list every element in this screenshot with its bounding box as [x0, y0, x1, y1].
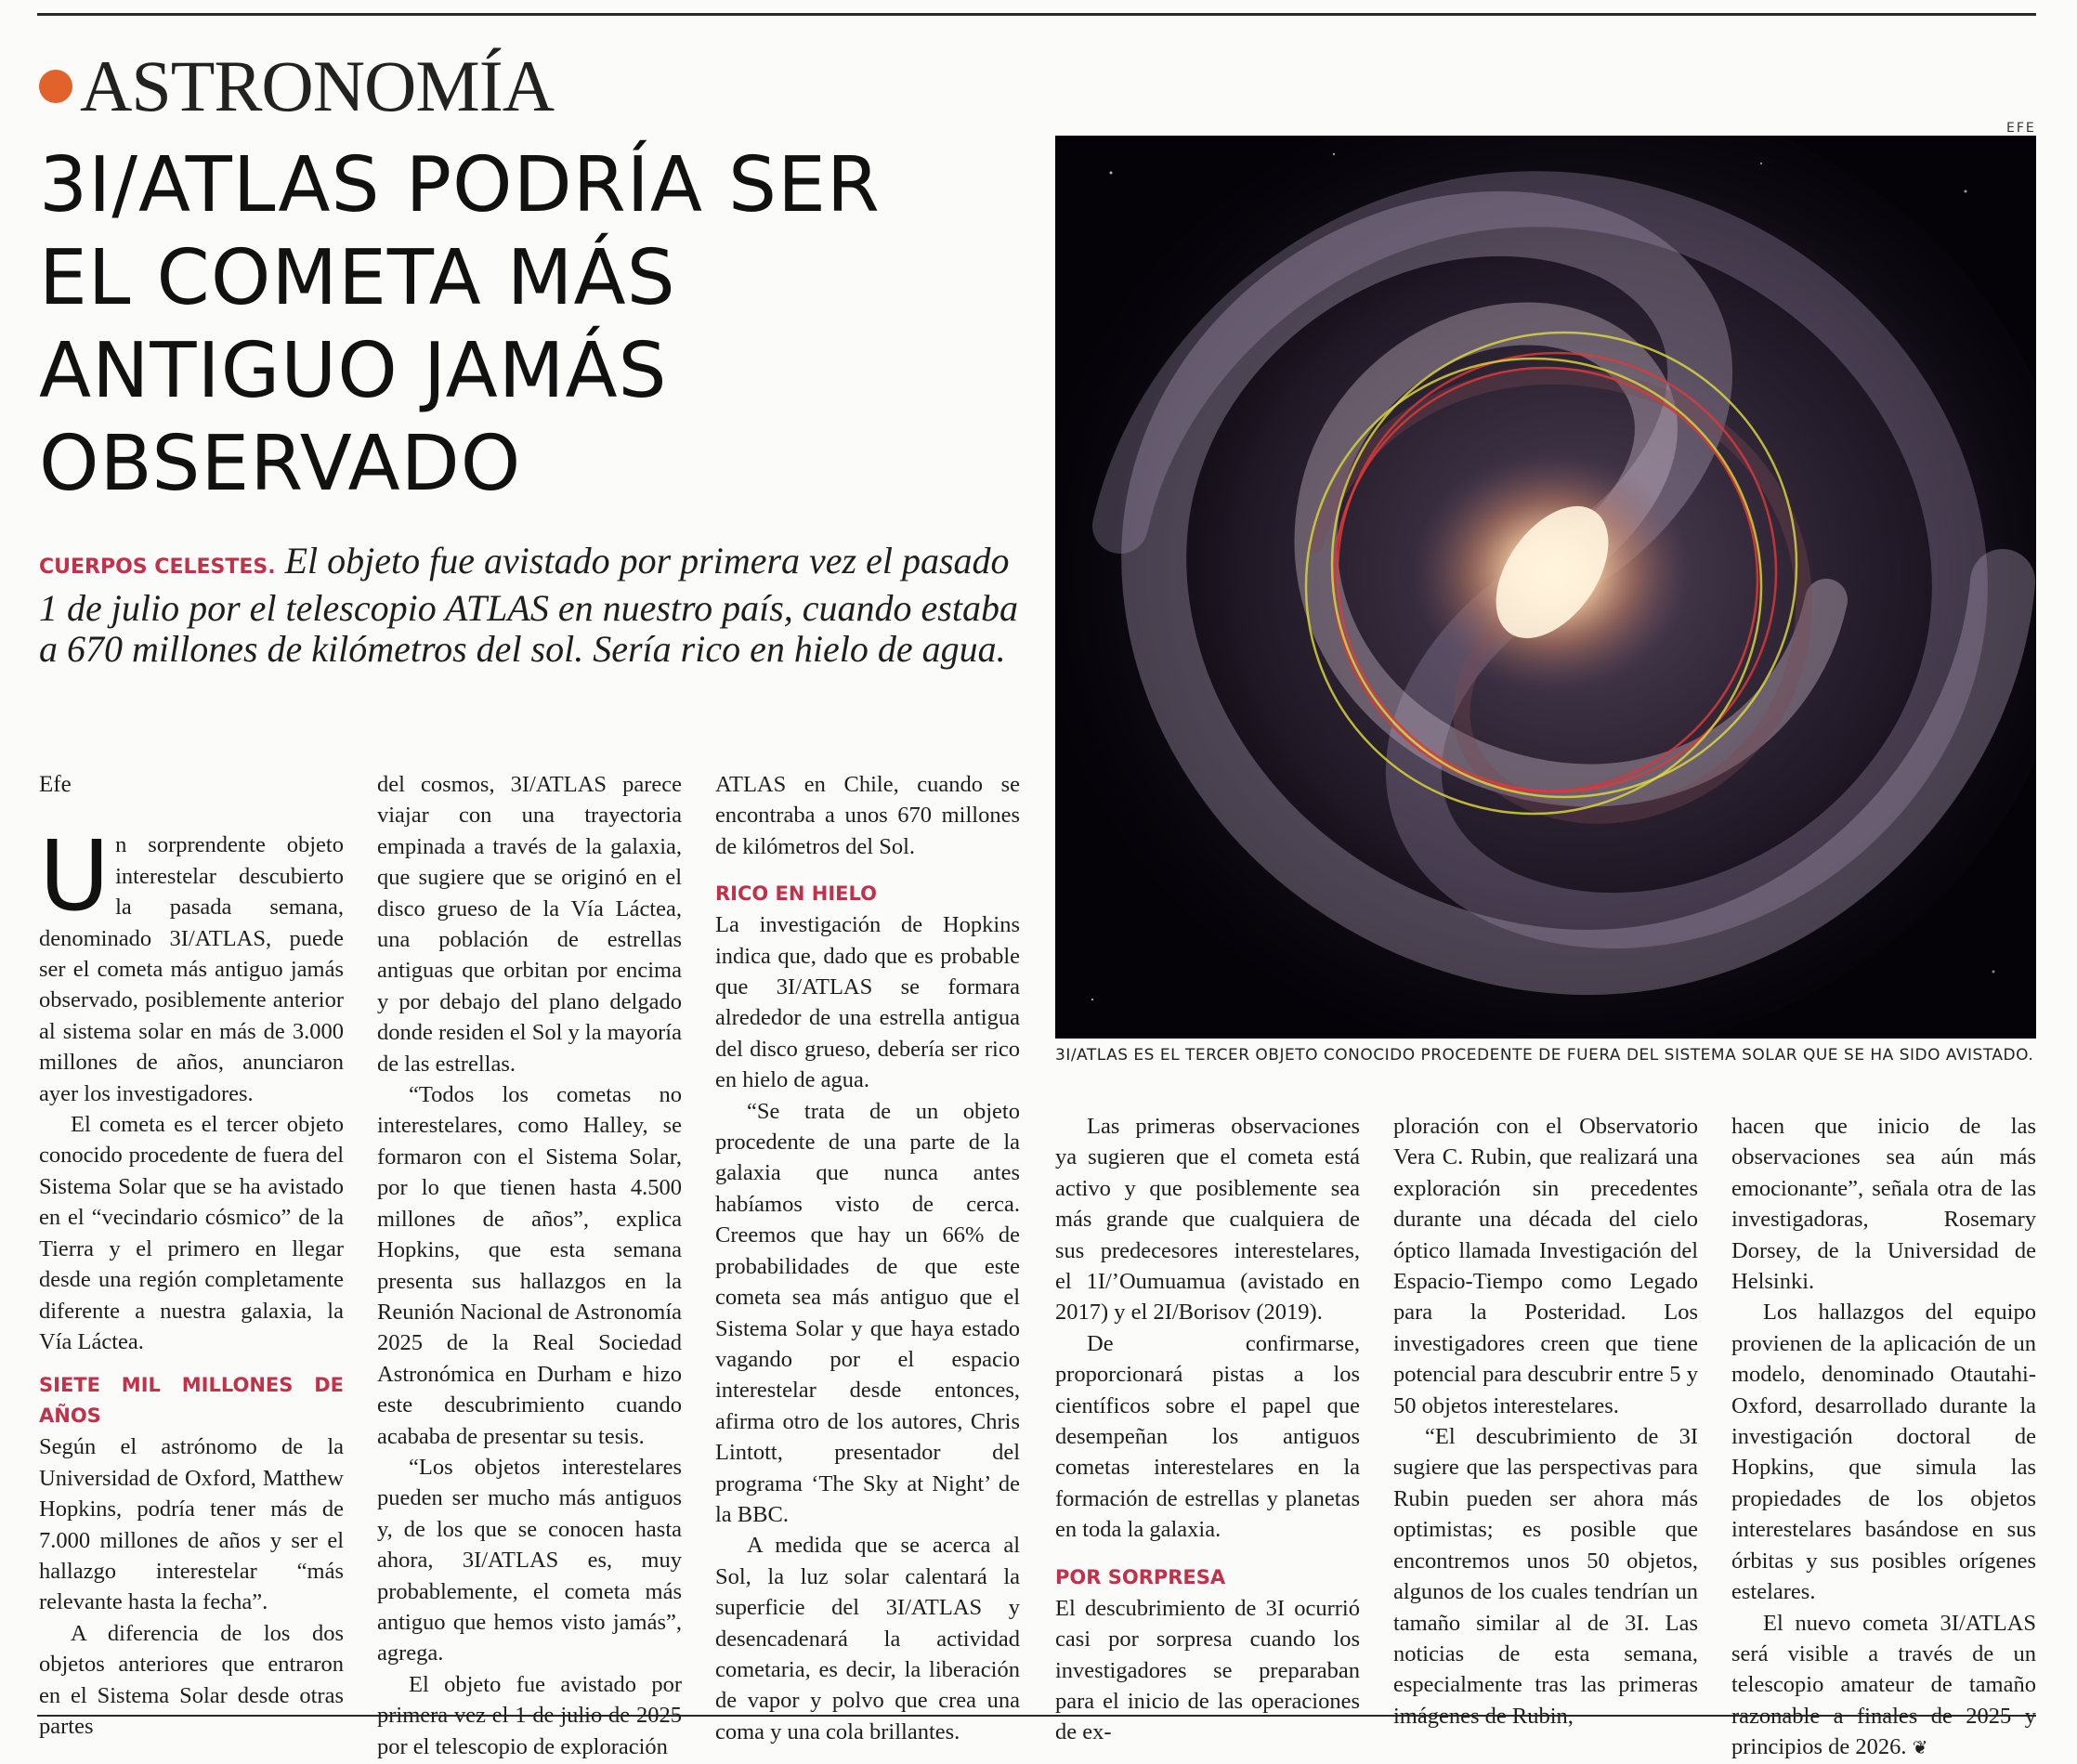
article-paragraph: El cometa es el tercer objeto conocido procedente de fuera del Sistema Solar que se ha avistado en el “vecindario cósmico” de la Tierra y el primero en llegar desde una región completamente diferente a nuestra galaxia, la Vía Láctea. — [39, 1112, 344, 1354]
headline — [39, 139, 1024, 511]
article-paragraph: Según el astrónomo de la Universidad de Oxford, Matthew Hopkins, podría tener más de 7.000 millones de años y ser el hallazgo interestelar “más relevante hasta la fecha”. — [39, 1434, 344, 1615]
article-column-3 — [715, 769, 1020, 1747]
byline: Efe — [39, 772, 72, 797]
dek-kicker: CUERPOS CELESTES. — [39, 555, 276, 579]
article-paragraph: “Todos los cometas no interestelares, como Halley, se formaron con el Sistema Solar, por lo que tienen hasta 4.500 millones de años”, explica Hopkins, que esta semana presenta sus hallazgos en la Reunión Nacional de Astronomía 2025 de la Real Sociedad Astronómica en Durham e hizo este descubrimiento cuando acababa de presentar su tesis. — [377, 1082, 682, 1449]
article-column-5 — [1393, 1111, 1698, 1731]
article-paragraph: ploración con el Observatorio Vera C. Rubin, que realizará una exploración sin precedentes durante una década del cielo óptico llamada Investigación del Espacio-Tiempo como Legado para la Posteridad. Los investigadores creen que tiene potencial para descubrir entre 5 y 50 objetos interestelares. — [1393, 1114, 1698, 1418]
section-dot-icon — [39, 70, 72, 103]
headline-line: OBSERVADO — [39, 420, 522, 508]
article-paragraph — [39, 819, 344, 1109]
article-paragraph: De confirmarse, proporcionará pistas a los científicos sobre el papel que desempeñan los antiguos cometas interestelares en la formación de estrellas y planetas en toda la galaxia. — [1055, 1330, 1360, 1543]
standfirst — [39, 541, 1024, 670]
dek-text: El objeto fue avistado por primera vez el pasado 1 de julio por el telescopio ATLAS en nuestro país, cuando estaba a 670 millones de kilómetros del sol. Sería rico en hielo de agua. — [39, 540, 1018, 670]
closing-text: El nuevo cometa 3I/ATLAS será visible a través de un telescopio amateur de tamaño razonable a finales de 2025 y principios de 2026. — [1731, 1610, 2036, 1760]
headline-line: EL COMETA MÁS — [39, 234, 676, 322]
drop-cap: U — [39, 819, 111, 934]
article-paragraph: ATLAS en Chile, cuando se encontraba a unos 670 millones de kilómetros del Sol. — [715, 772, 1020, 859]
article-paragraph: A medida que se acerca al Sol, la luz solar calentará la superficie del 3I/ATLAS y desencadenará la actividad cometaria, es decir, la liberación de vapor y polvo que crea una coma y una cola brillantes. — [715, 1533, 1020, 1744]
article-column-2 — [377, 769, 682, 1762]
article-paragraph: del cosmos, 3I/ATLAS parece viajar con una trayectoria empinada a través de la galaxia, que sugiere que se originó en el disco grueso de la Vía Láctea, una población de estrellas antiguas que orbitan por encima y por debajo del plano delgado donde residen el Sol y la mayoría de las estrellas. — [377, 772, 682, 1077]
photo-caption: 3I/ATLAS ES EL TERCER OBJETO CONOCIDO PROCEDENTE DE FUERA DEL SISTEMA SOLAR QUE SE HA SIDO AVISTADO. — [1055, 1046, 2034, 1065]
article-paragraph: El descubrimiento de 3I ocurrió casi por sorpresa cuando los investigadores se preparaban para el inicio de las operaciones de ex- — [1055, 1595, 1360, 1745]
article-paragraph: “Se trata de un objeto procedente de una parte de la galaxia que nunca antes habíamos visto de cerca. Creemos que hay un 66% de probabilidades de que este cometa sea más antiguo que el Sistema Solar y que haya estado vagando por el espacio interestelar desde entonces, afirma otro de los autores, Chris Lintott, presentador del programa ‘The Sky at Night’ de la BBC. — [715, 1098, 1020, 1527]
subheading: POR SORPRESA — [1055, 1565, 1226, 1588]
top-rule — [37, 13, 2036, 16]
photo-credit: EFE — [2006, 121, 2036, 136]
article-column-6 — [1731, 1111, 2036, 1764]
galaxy-photo — [1055, 136, 2036, 1039]
article-paragraph: “El descubrimiento de 3I sugiere que las perspectivas para Rubin pueden ser ahora más optimistas; es posible que encontremos unos 50 objetos, algunos de los cuales tendrían un tamaño similar al de 3I. Las noticias de esta semana, especialmente tras las primeras imágenes de Rubin, — [1393, 1424, 1698, 1729]
article-paragraph: “Los objetos interestelares pueden ser mucho más antiguos y, de los que se conocen hasta ahora, 3I/ATLAS es, muy probablemente, el cometa más antiguo que hemos visto jamás”, agrega. — [377, 1454, 682, 1666]
section-label: ASTRONOMÍA — [80, 46, 555, 126]
article-paragraph: La investigación de Hopkins indica que, dado que es probable que 3I/ATLAS se formara alrededor de una estrella antigua del disco grueso, debería ser rico en hielo de agua. — [715, 912, 1020, 1093]
lead-text: n sorprendente objeto interestelar descubierto la pasada semana, denominado 3I/ATLAS, puede ser el cometa más antiguo jamás observado, posiblemente anterior al sistema solar en más de 3.000 millones de años, anunciaron ayer los investigadores. — [39, 832, 344, 1106]
article-paragraph: hacen que inicio de las observaciones sea aún más emocionante”, señala otra de las investigadoras, Rosemary Dorsey, de la Universidad de Helsinki. — [1731, 1114, 2036, 1295]
subheading: SIETE MIL MILLONES DE AÑOS — [39, 1374, 344, 1428]
section-header — [39, 45, 554, 128]
headline-line: ANTIGUO JAMÁS — [39, 327, 668, 415]
subheading: RICO EN HIELO — [715, 882, 878, 906]
article-paragraph: El objeto fue avistado por primera vez el 1 de julio de 2025 por el telescopio de exploración — [377, 1671, 682, 1759]
article-paragraph: Las primeras observaciones ya sugieren que el cometa está activo y que posiblemente sea más grande que cualquiera de sus predecesores interestelares, el 1I/’Oumuamua (avistado en 2017) y el 2I/Borisov (2019). — [1055, 1114, 1360, 1326]
article-paragraph: Los hallazgos del equipo provienen de la aplicación de un modelo, denominado Otautahi-Oxford, desarrollado durante la investigación doctoral de Hopkins, que simula las propiedades de los objetos interestelares basándose en sus órbitas y sus posibles orígenes estelares. — [1731, 1300, 2036, 1605]
article-paragraph: A diferencia de los dos objetos anteriores que entraron en el Sistema Solar desde otras partes — [39, 1620, 344, 1739]
article-column-4 — [1055, 1111, 1360, 1748]
article-column-1 — [39, 769, 344, 1742]
galaxy-illustration — [1055, 136, 2036, 1039]
end-mark-icon: ❦ — [1912, 1736, 1928, 1759]
article-paragraph — [1731, 1608, 2036, 1764]
headline-line: 3I/ATLAS PODRÍA SER — [39, 141, 881, 229]
